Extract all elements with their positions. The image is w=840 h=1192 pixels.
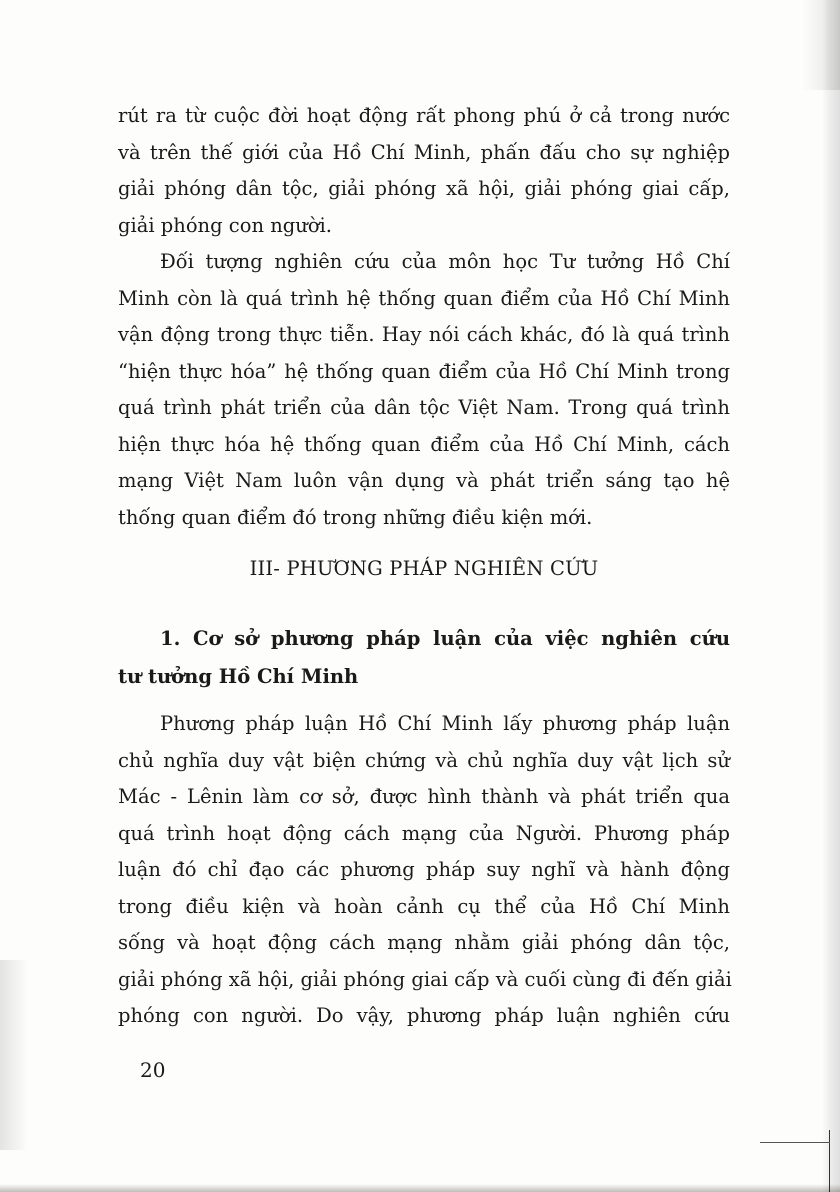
paragraph-line: “hiện thực hóa” hệ thống quan điểm của Hồ Chí Minh trong [118,359,730,383]
paragraph-line: và trên thế giới của Hồ Chí Minh, phấn đấu cho sự nghiệp [118,140,730,164]
subheading-line: tư tưởng Hồ Chí Minh [118,665,359,688]
scan-shadow-bottom [0,1184,840,1192]
paragraph-line: quá trình hoạt động cách mạng của Người. Phương pháp [118,821,730,845]
paragraph-line: giải phóng xã hội, giải phóng giai cấp và cuối cùng đi đến giải [118,967,732,991]
paragraph-line: thống quan điểm đó trong những điều kiện mới. [118,505,593,529]
paragraph-line: Đối tượng nghiên cứu của môn học Tư tưởng Hồ Chí [160,250,730,273]
paragraph-2 [118,244,730,536]
paragraph-line: hiện thực hóa hệ thống quan điểm của Hồ Chí Minh, cách [118,432,730,456]
paragraph-line: luận đó chỉ đạo các phương pháp suy nghĩ và hành động [118,858,730,881]
scan-shadow-right [822,0,840,1192]
section-heading: III- PHƯƠNG PHÁP NGHIÊN CỨU [249,557,599,580]
paragraph-line: Mác - Lênin làm cơ sở, được hình thành và phát triển qua [118,785,730,808]
paragraph-3 [118,706,730,1035]
page-number: 20 [140,1058,166,1082]
paragraph-line: mạng Việt Nam luôn vận dụng và phát triển sáng tạo hệ [118,469,730,492]
paragraph-line: sống và hoạt động cách mạng nhằm giải phóng dân tộc, [118,931,730,954]
paragraph-line: Minh còn là quá trình hệ thống quan điểm của Hồ Chí Minh [118,286,730,310]
paragraph-line: vận động trong thực tiễn. Hay nói cách khác, đó là quá trình [118,323,730,346]
paragraph-line: rút ra từ cuộc đời hoạt động rất phong phú ở cả trong nước [118,104,730,127]
paragraph-line: Phương pháp luận Hồ Chí Minh lấy phương pháp luận [160,712,730,735]
scan-bottom-rule [760,1142,830,1143]
subheading-line: 1. Cơ sở phương pháp luận của việc nghiên cứu [160,627,730,650]
paragraph-line: chủ nghĩa duy vật biện chứng và chủ nghĩa duy vật lịch sử [118,748,730,772]
scan-edge-line [829,1130,830,1192]
paragraph-line: giải phóng dân tộc, giải phóng xã hội, giải phóng giai cấp, [118,177,730,200]
scan-shadow-left [0,960,28,1150]
paragraph-line: quá trình phát triển của dân tộc Việt Nam. Trong quá trình [118,396,730,419]
paragraph-line: phóng con người. Do vậy, phương pháp luận nghiên cứu [118,1004,730,1027]
subsection-heading [118,620,730,696]
paragraph-line: trong điều kiện và hoàn cảnh cụ thể của Hồ Chí Minh [118,894,730,918]
paragraph-1 [118,98,730,244]
paragraph-line: giải phóng con người. [118,213,332,237]
